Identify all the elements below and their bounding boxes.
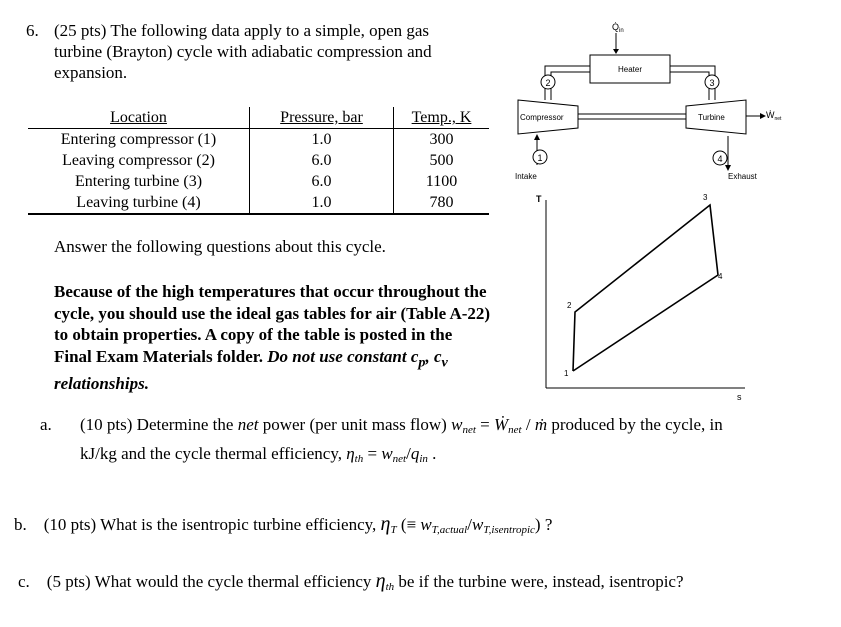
data-table [28,107,489,215]
cell-pressure: 6.0 [250,150,394,171]
table-row [28,129,489,151]
s-axis-label: s [737,392,742,402]
w-net-label: Ẇ$_{net}$ [766,110,782,122]
exhaust-label: Exhaust [728,172,757,181]
note-italic: Do not use constant $c_p$, $c_v$ relationships. [54,346,448,394]
state-3-label: 3 [709,78,715,88]
compressor-label: Compressor [520,113,564,122]
point-2-label: 2 [567,301,572,310]
note-text: Because of the high temperatures that occur throughout the cycle, you should use the ideal gas tables for air (Table A-22) to obtain properties. A copy of the table is posted in the Final Exam Materials folder. [54,282,491,366]
point-4-label: 4 [718,272,723,281]
point-1-label: 1 [564,369,569,378]
part-c-label: c. [18,572,30,591]
turbine-label: Turbine [698,113,725,122]
table-row [28,192,489,214]
cell-temp: 500 [429,152,454,169]
part-a-label: a. [40,415,52,434]
cell-temp: 780 [394,192,490,214]
t-axis-label: T [536,194,542,204]
cell-location: Entering turbine (3) [28,171,250,192]
part-c [18,570,684,593]
exhaust-arrowhead [725,165,731,171]
part-a-text: (10 pts) Determine the net power (per unit mass flow) $w_{net}$ = Ẇ$_{net}$ / ṁ produced by the cycle, in kJ/kg and the cycle thermal efficiency, $\eta_{th} = w_{net}/q_{in}$ . [80,415,723,465]
cell-location: Leaving turbine (4) [28,192,250,214]
intake-arrowhead [534,134,540,140]
cycle-schematic [500,0,800,200]
cell-pressure: 1.0 [250,192,394,214]
state-1-label: 1 [537,153,543,163]
part-c-text: (5 pts) What would the cycle thermal efficiency $\eta_{th}$ be if the turbine were, instead, isentropic? [46,570,684,593]
table-row [28,171,489,192]
intake-label: Intake [515,172,537,181]
cell-pressure: 1.0 [250,129,394,151]
part-b [14,513,552,536]
question-number: 6. [26,21,39,40]
cell-location: Leaving compressor (2) [28,150,250,171]
cell-pressure: 6.0 [250,171,394,192]
col-header-location: Location [28,107,250,129]
col-header-temp: Temp., K [394,107,490,129]
ts-diagram [500,190,760,405]
answer-prompt: Answer the following questions about this cycle. [54,237,386,256]
question-text: (25 pts) The following data apply to a simple, open gas turbine (Brayton) cycle with adiabatic compression and expansion. [54,21,432,82]
table-header-row [28,107,489,129]
state-4-label: 4 [717,154,723,164]
cell-temp: 1100 [425,173,458,190]
pipe-2b [551,72,590,100]
part-b-label: b. [14,515,27,534]
part-b-text: (10 pts) What is the isentropic turbine efficiency, $\eta_T$ (≡ $w_{T,actual}/w_{T,isentropic}$) ? [43,513,553,536]
point-3-label: 3 [703,193,708,202]
instruction-note [54,281,494,395]
heater-label: Heater [617,65,643,74]
pipe-3b [670,72,709,100]
cycle-path [573,205,718,371]
state-2-label: 2 [545,78,551,88]
part-a [40,413,830,463]
cell-location: Entering compressor (1) [28,129,250,151]
table-row [28,150,489,171]
q-in-label: $Q̇_{in}$ [612,22,624,34]
col-header-pressure: Pressure, bar [250,107,394,129]
cell-temp: 300 [429,131,454,148]
q-in-arrowhead [613,49,619,54]
